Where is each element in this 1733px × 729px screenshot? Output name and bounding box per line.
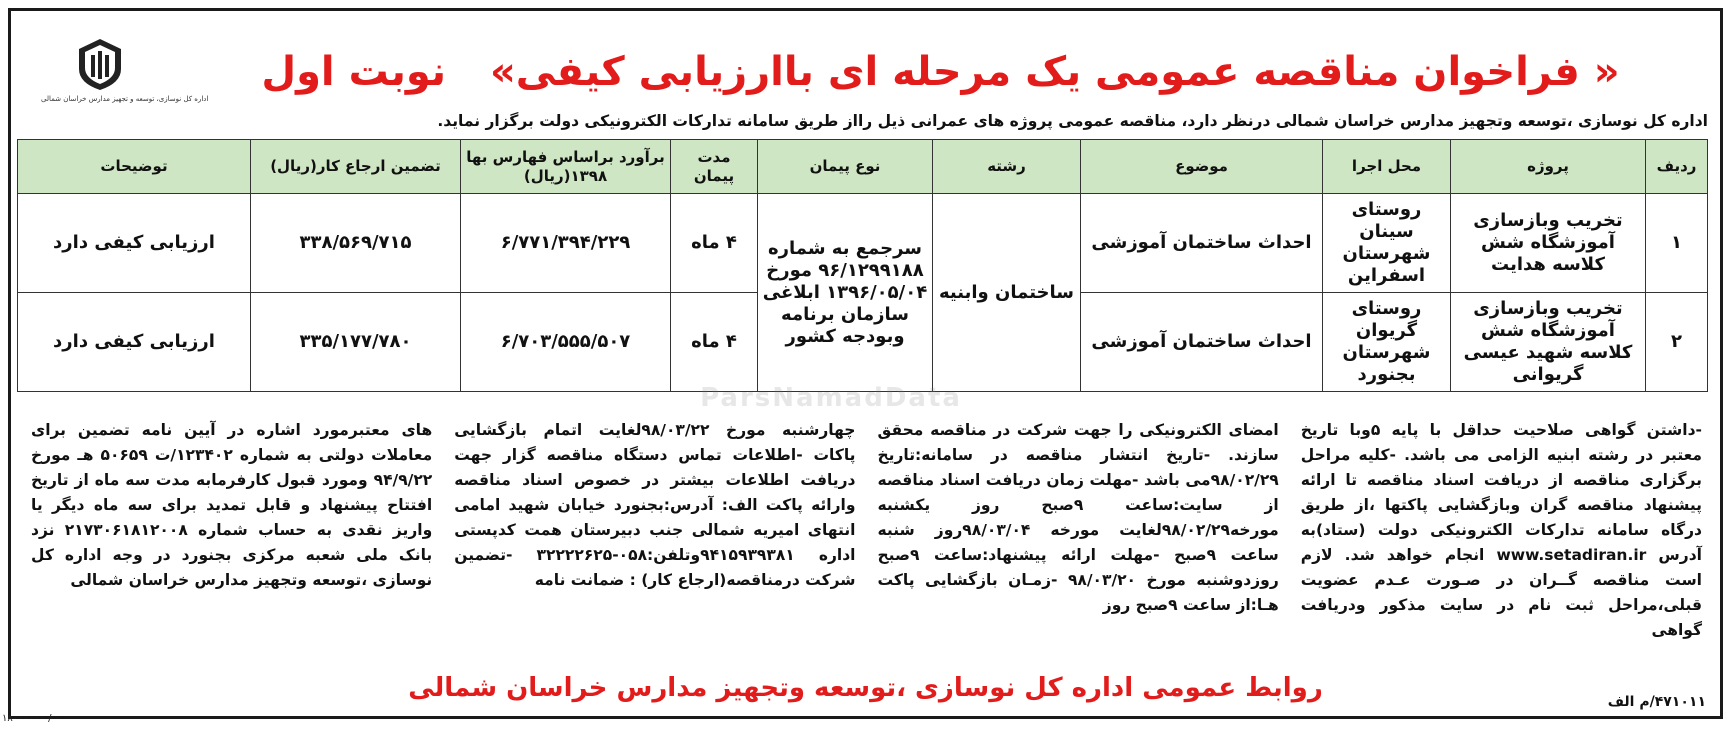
cell-guarantee: ۳۳۸/۵۶۹/۷۱۵ — [251, 194, 461, 293]
round-label: نوبت اول — [261, 49, 447, 95]
logo-caption: اداره کل نوسازی، توسعه و تجهیز مدارس خراسان شمالی — [41, 95, 209, 103]
cell-project: تخریب وبازسازی آموزشگاه شش کلاسه شهید عیسی گریوانی — [1451, 293, 1646, 392]
emblem-icon — [71, 35, 129, 93]
tender-table — [17, 139, 1708, 392]
header-field: رشته — [933, 140, 1081, 194]
cell-row-no: ۱ — [1646, 194, 1708, 293]
header-guarantee: تضمین ارجاع کار(ریال) — [251, 140, 461, 194]
conditions-section — [31, 418, 1702, 668]
table-row — [18, 194, 1708, 293]
conditions-text: -داشتن گواهی صلاحیت حداقل با پایه ۵وبا تاریخ معتبر در رشته ابنیه الزامی می باشد. -کلیه مراحل برگزاری مناقصه از دریافت اسناد مناقصه تا ارائه پیشنهاد مناقصه گران وبازگشایی پاکتها ،از طریق درگاه سامانه تدارکات الکترونیکی دولت (ستاد)به آدرس www.setadiran.ir انجام خواهد شد. لازم است مناقصه گــران در صـورت عـدم عضویت قبلی،مراحل ثبت نام در سایت مذکور ودریافت گواهی — [1300, 421, 1702, 639]
intro-text: اداره کل نوسازی ،توسعه وتجهیز مدارس خراسان شمالی درنظر دارد، مناقصه عمومی پروژه های عمرانی ذیل راﺍز طریق سامانه تدارکات الکترونیکی دولت برگزار نماید. — [437, 112, 1708, 130]
cell-duration: ۴ ماه — [671, 293, 758, 392]
cell-project: تخریب وبازسازی آموزشگاه شش کلاسه هدایت — [1451, 194, 1646, 293]
cell-row-no: ۲ — [1646, 293, 1708, 392]
cell-estimate: ۶/۷۰۳/۵۵۵/۵۰۷ — [461, 293, 671, 392]
cell-estimate: ۶/۷۷۱/۳۹۴/۲۲۹ — [461, 194, 671, 293]
conditions-column-1 — [1301, 418, 1702, 668]
organization-logo — [41, 35, 209, 115]
conditions-text: امضای الکترونیکی را جهت شرکت در مناقصه محقق سازند. -تاریخ انتشار مناقصه در سامانه:تاریخ ۹۸/۰۲/۲۹می باشد -مهلت زمان دریافت اسناد مناقصه از سایت:ساعت ۹صبح روز یکشنبه مورخه۹۸/۰۲/۲۹لغایت مورخه ۹۸/۰۳/۰۴روز شنبه ساعت ۹صبح -مهلت ارائه پیشنهاد:ساعت ۹صبح روزدوشنبه مورخ ۹۸/۰۳/۲۰ -زمـان بازگشایی پاکت هـا:از ساعت ۹صبح روز — [877, 421, 1279, 614]
header-estimate: برآورد براساس فهارس بها ۱۳۹۸(ریال) — [461, 140, 671, 194]
header-project: پروژه — [1451, 140, 1646, 194]
cell-guarantee: ۳۳۵/۱۷۷/۷۸۰ — [251, 293, 461, 392]
cell-notes: ارزیابی کیفی دارد — [18, 293, 251, 392]
header-row-no: ردیف — [1646, 140, 1708, 194]
title-text: « فراخوان مناقصه عمومی یک مرحله ای باارزیابی کیفی» — [489, 49, 1620, 95]
cell-notes: ارزیابی کیفی دارد — [18, 194, 251, 293]
notice-frame — [8, 8, 1723, 719]
conditions-text: چهارشنبه مورخ ۹۸/۰۳/۲۲لغایت اتمام بازگشایی پاکات -اطلاعات تماس دستگاه مناقصه گزار جهت دریافت اطلاعات بیشتر در خصوص اسناد مناقصه وارائه پاکت الف: آدرس:بجنورد خیابان شهید امامی انتهای امیریه شمالی جنب دبیرستان همت کدپستی اداره ۹۴۱۵۹۳۹۳۸۱وتلفن:۰۵۸-۳۲۲۲۲۶۲۵ -تضمین شرکت درمناقصه(ارجاع کار) : ضمانت نامه — [454, 421, 856, 589]
header-contract-type: نوع پیمان — [758, 140, 933, 194]
cell-field: ساختمان وابنیه — [933, 194, 1081, 392]
side-code: ۱۸۰۰۰۰۰۰ / ۰ — [2, 713, 61, 724]
cell-subject: احداث ساختمان آموزشی — [1081, 293, 1323, 392]
cell-duration: ۴ ماه — [671, 194, 758, 293]
header-notes: توضیحات — [18, 140, 251, 194]
conditions-column-2 — [878, 418, 1279, 668]
header-location: محل اجرا — [1323, 140, 1451, 194]
cell-location: روستای سینان شهرستان اسفراین — [1323, 194, 1451, 293]
header-duration: مدت پیمان — [671, 140, 758, 194]
footer-signature: روابط عمومی اداره کل نوسازی ،توسعه وتجهیز مدارس خراسان شمالی — [408, 673, 1323, 703]
cell-subject: احداث ساختمان آموزشی — [1081, 194, 1323, 293]
conditions-column-4 — [31, 418, 432, 668]
table-header-row — [18, 140, 1708, 194]
cell-contract-type: سرجمع به شماره ۹۶/۱۲۹۹۱۸۸ مورخ ۱۳۹۶/۰۵/۰۴ ابلاغی سازمان برنامه وبودجه کشور — [758, 194, 933, 392]
ad-code: ۴۷۱۰۱۱/م الف — [1607, 694, 1706, 710]
conditions-text: های معتبرمورد اشاره در آیین نامه تضمین برای معاملات دولتی به شماره ۱۲۳۴۰۲/ت ۵۰۶۵۹ هـ مورخ ۹۴/۹/۲۲ ومورد قبول کارفرمابه مدت سه ماه از تاریخ افتتاح پیشنهاد و قابل تمدید برای سه ماه دیگر یا واریز نقدی به حساب شماره ۲۱۷۳۰۶۱۸۱۲۰۰۸ نزد بانک ملی شعبه مرکزی بجنورد در وجه اداره کل نوسازی ،توسعه وتجهیز مدارس خراسان شمالی — [31, 421, 433, 589]
header-subject: موضوع — [1081, 140, 1323, 194]
conditions-column-3 — [454, 418, 855, 668]
watermark: ParsNamadData — [700, 383, 962, 413]
cell-location: روستای گریوان شهرستان بجنورد — [1323, 293, 1451, 392]
notice-title — [181, 41, 1700, 103]
